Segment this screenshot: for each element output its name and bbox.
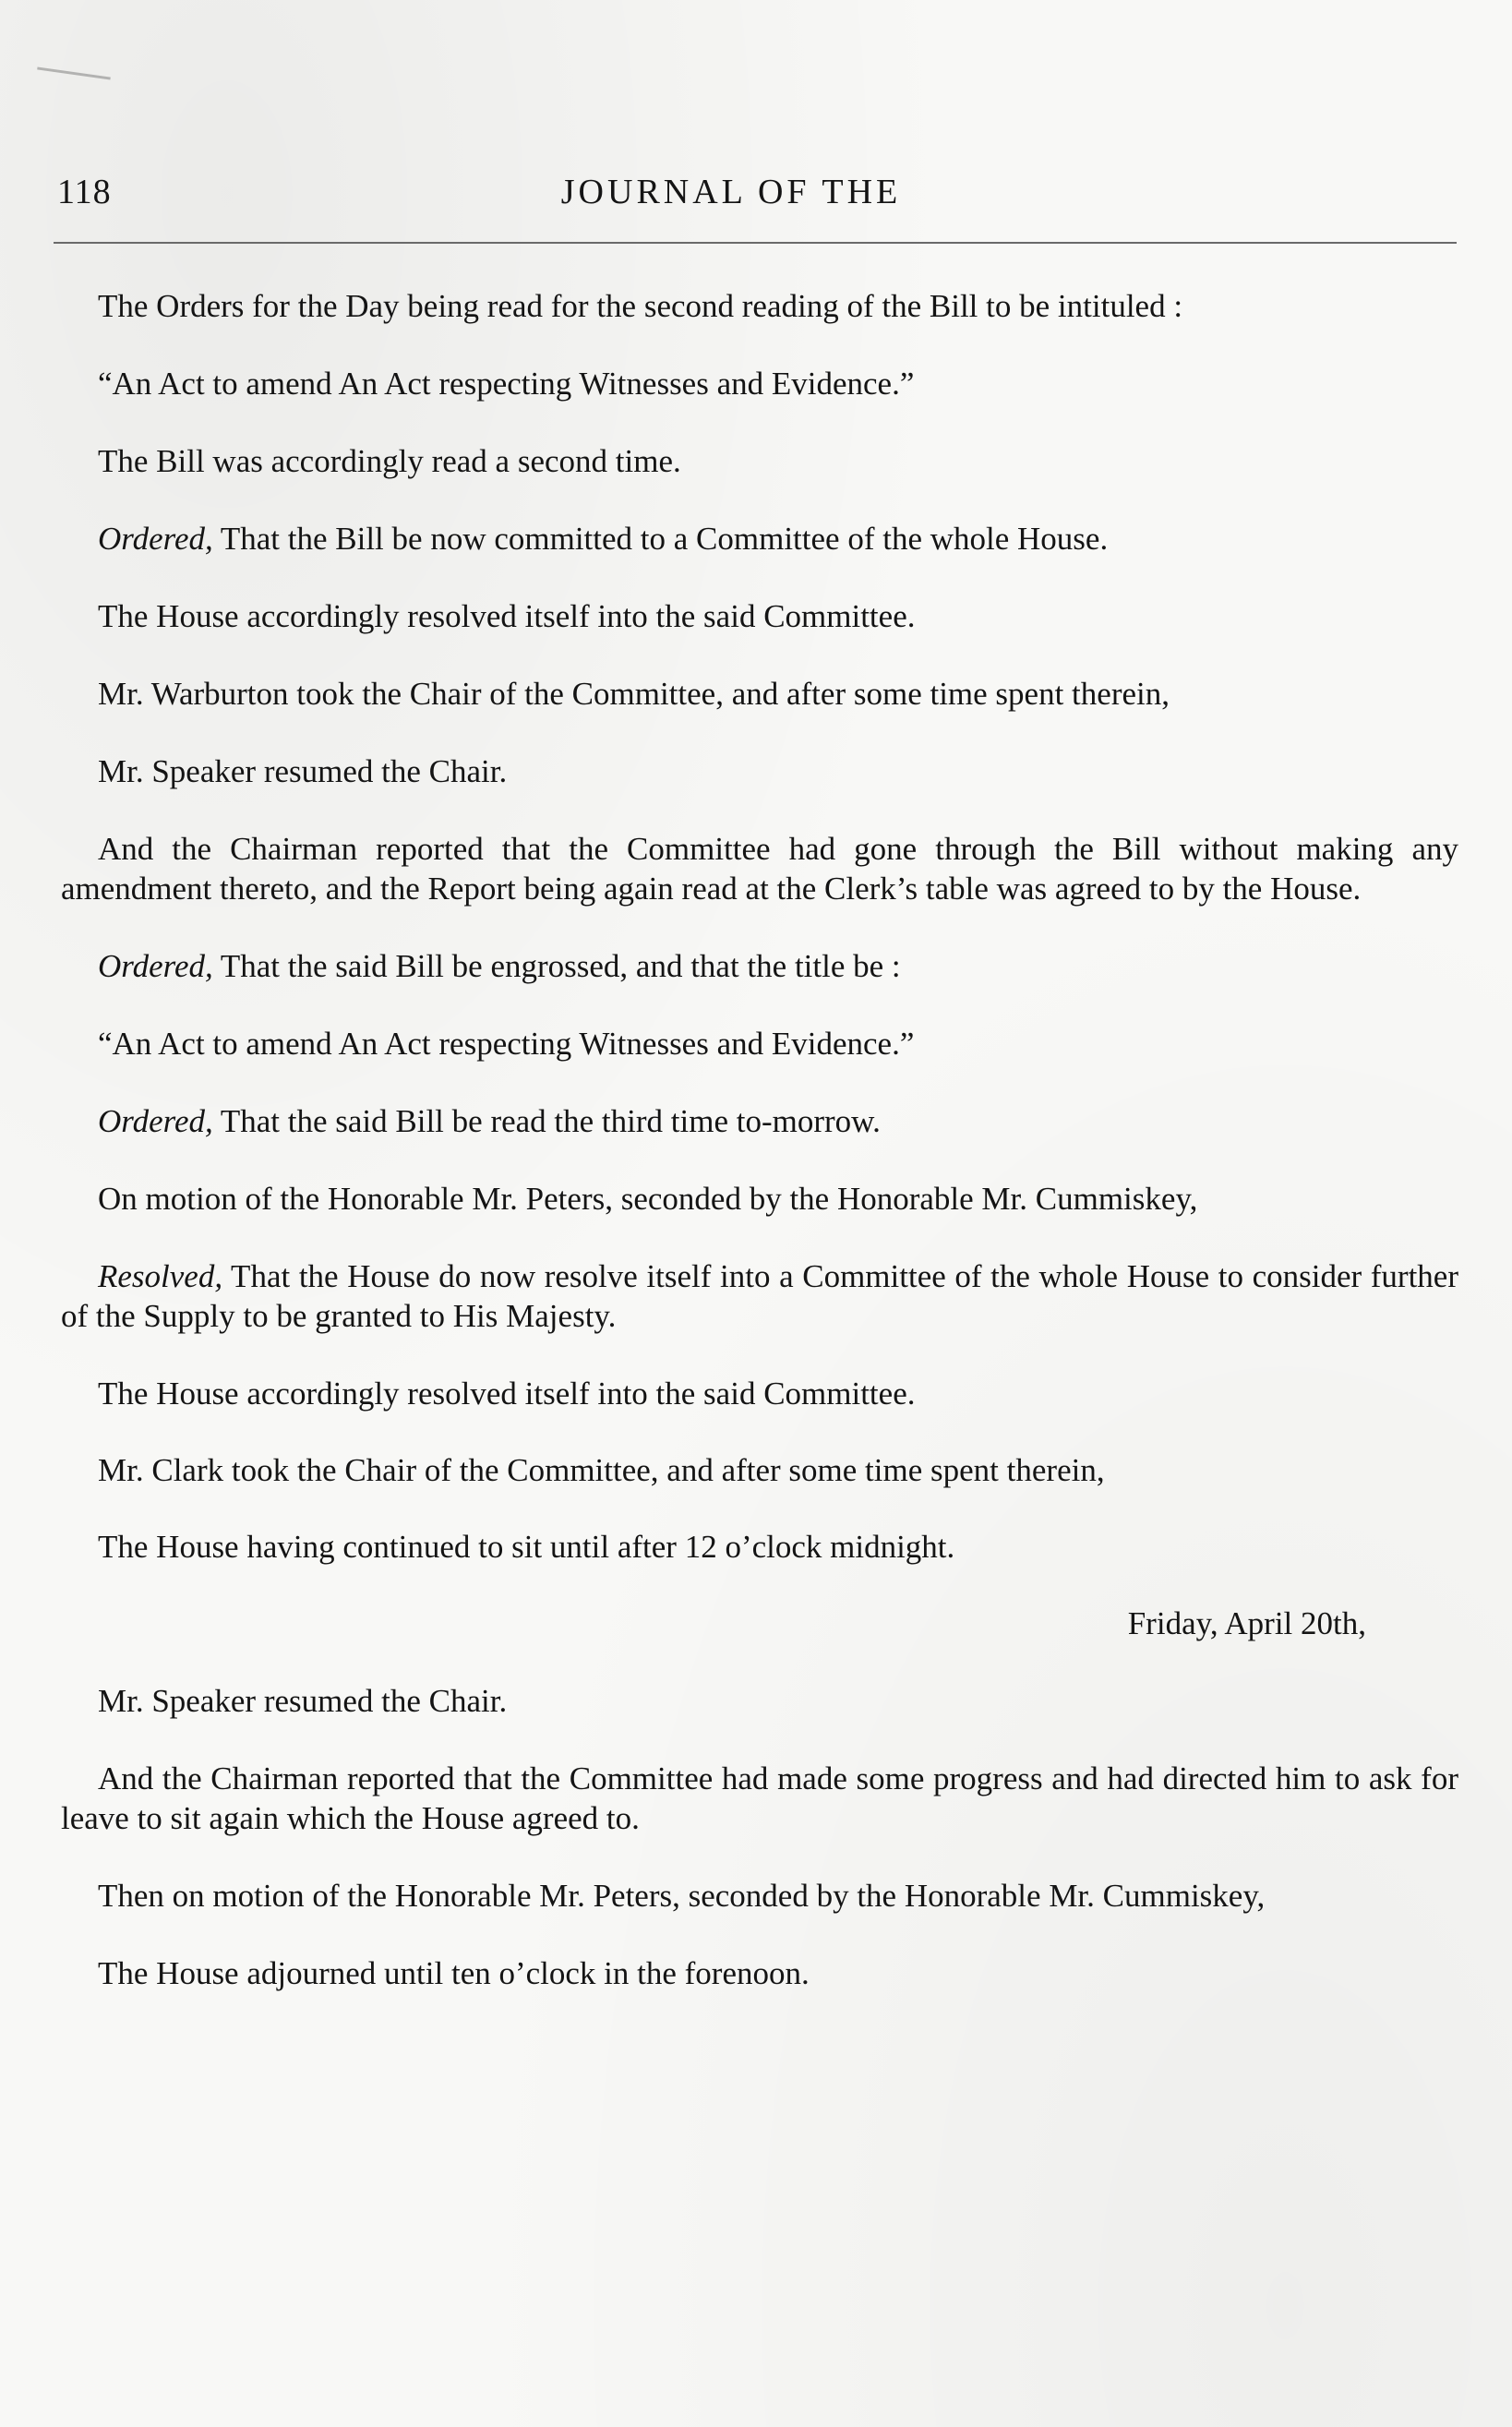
paragraph bbox=[61, 946, 1458, 986]
paragraph-text: Mr. Speaker resumed the Chair. bbox=[98, 753, 508, 789]
paragraph-lead: Ordered, bbox=[98, 1103, 213, 1139]
paragraph-text: That the Bill be now committed to a Committee of the whole House. bbox=[212, 521, 1109, 557]
paragraph-text: The House having continued to sit until after 12 o’clock midnight. bbox=[98, 1529, 955, 1565]
paragraph bbox=[61, 1101, 1458, 1141]
paragraph bbox=[61, 1374, 1458, 1413]
paragraph bbox=[61, 441, 1458, 481]
page-number: 118 bbox=[57, 173, 112, 211]
paragraph bbox=[61, 1953, 1458, 1993]
paragraph-text: That the House do now resolve itself into a Committee of the whole House to consider further of the Supply to be granted to His Majesty. bbox=[61, 1258, 1458, 1334]
paragraph-text: That the said Bill be read the third time to-morrow. bbox=[212, 1103, 881, 1139]
paragraph bbox=[61, 364, 1458, 403]
journal-body bbox=[61, 286, 1458, 2031]
paragraph bbox=[61, 1759, 1458, 1838]
paragraph bbox=[61, 674, 1458, 714]
paragraph bbox=[61, 1876, 1458, 1916]
paragraph-text: On motion of the Honorable Mr. Peters, seconded by the Honorable Mr. Cummiskey, bbox=[98, 1181, 1198, 1217]
paragraph-text: “An Act to amend An Act respecting Witnesses and Evidence.” bbox=[98, 1026, 915, 1062]
paragraph-text: The House accordingly resolved itself into the said Committee. bbox=[98, 1376, 916, 1412]
paragraph-text: Mr. Clark took the Chair of the Committee, and after some time spent therein, bbox=[98, 1452, 1105, 1488]
paragraph bbox=[61, 1527, 1458, 1567]
paragraph-text: The House accordingly resolved itself into the said Committee. bbox=[98, 598, 916, 634]
paragraph-text: “An Act to amend An Act respecting Witnesses and Evidence.” bbox=[98, 366, 915, 402]
paragraph-lead: Ordered, bbox=[98, 948, 213, 984]
paragraph-lead: Ordered, bbox=[98, 521, 213, 557]
paragraph-text: The Orders for the Day being read for the second reading of the Bill to be intituled : bbox=[98, 288, 1183, 324]
page-header bbox=[57, 172, 1460, 223]
paragraph-text: Mr. Speaker resumed the Chair. bbox=[98, 1683, 508, 1719]
paragraph bbox=[61, 1681, 1458, 1721]
paragraph bbox=[61, 519, 1458, 559]
paragraph-text: And the Chairman reported that the Committee had gone through the Bill without making any amendment thereto, and the Report being again read at the Clerk’s table was agreed to by the House. bbox=[61, 831, 1458, 907]
paragraph-lead: Resolved, bbox=[98, 1258, 223, 1294]
paragraph-text: The House adjourned until ten o’clock in the forenoon. bbox=[98, 1955, 810, 1991]
paragraph-text: That the said Bill be engrossed, and that the title be : bbox=[212, 948, 901, 984]
paragraph-text: Then on motion of the Honorable Mr. Peters, seconded by the Honorable Mr. Cummiskey, bbox=[98, 1878, 1266, 1914]
running-head: JOURNAL OF THE bbox=[560, 173, 902, 211]
paragraph bbox=[61, 596, 1458, 636]
paragraph bbox=[61, 1179, 1458, 1219]
paragraph bbox=[61, 1450, 1458, 1490]
header-rule bbox=[54, 242, 1457, 244]
paragraph-text: The Bill was accordingly read a second time. bbox=[98, 443, 681, 479]
paragraph bbox=[61, 829, 1458, 908]
scan-mark bbox=[37, 66, 111, 79]
paragraph bbox=[61, 751, 1458, 791]
paragraph bbox=[61, 1256, 1458, 1336]
paragraph bbox=[61, 286, 1458, 326]
paragraph-text: And the Chairman reported that the Committee had made some progress and had directed him to ask for leave to sit again which the House agreed to. bbox=[61, 1760, 1458, 1836]
dateline: Friday, April 20th, bbox=[1127, 1605, 1366, 1641]
paragraph bbox=[61, 1024, 1458, 1063]
paragraph-text: Mr. Warburton took the Chair of the Committee, and after some time spent therein, bbox=[98, 676, 1170, 712]
